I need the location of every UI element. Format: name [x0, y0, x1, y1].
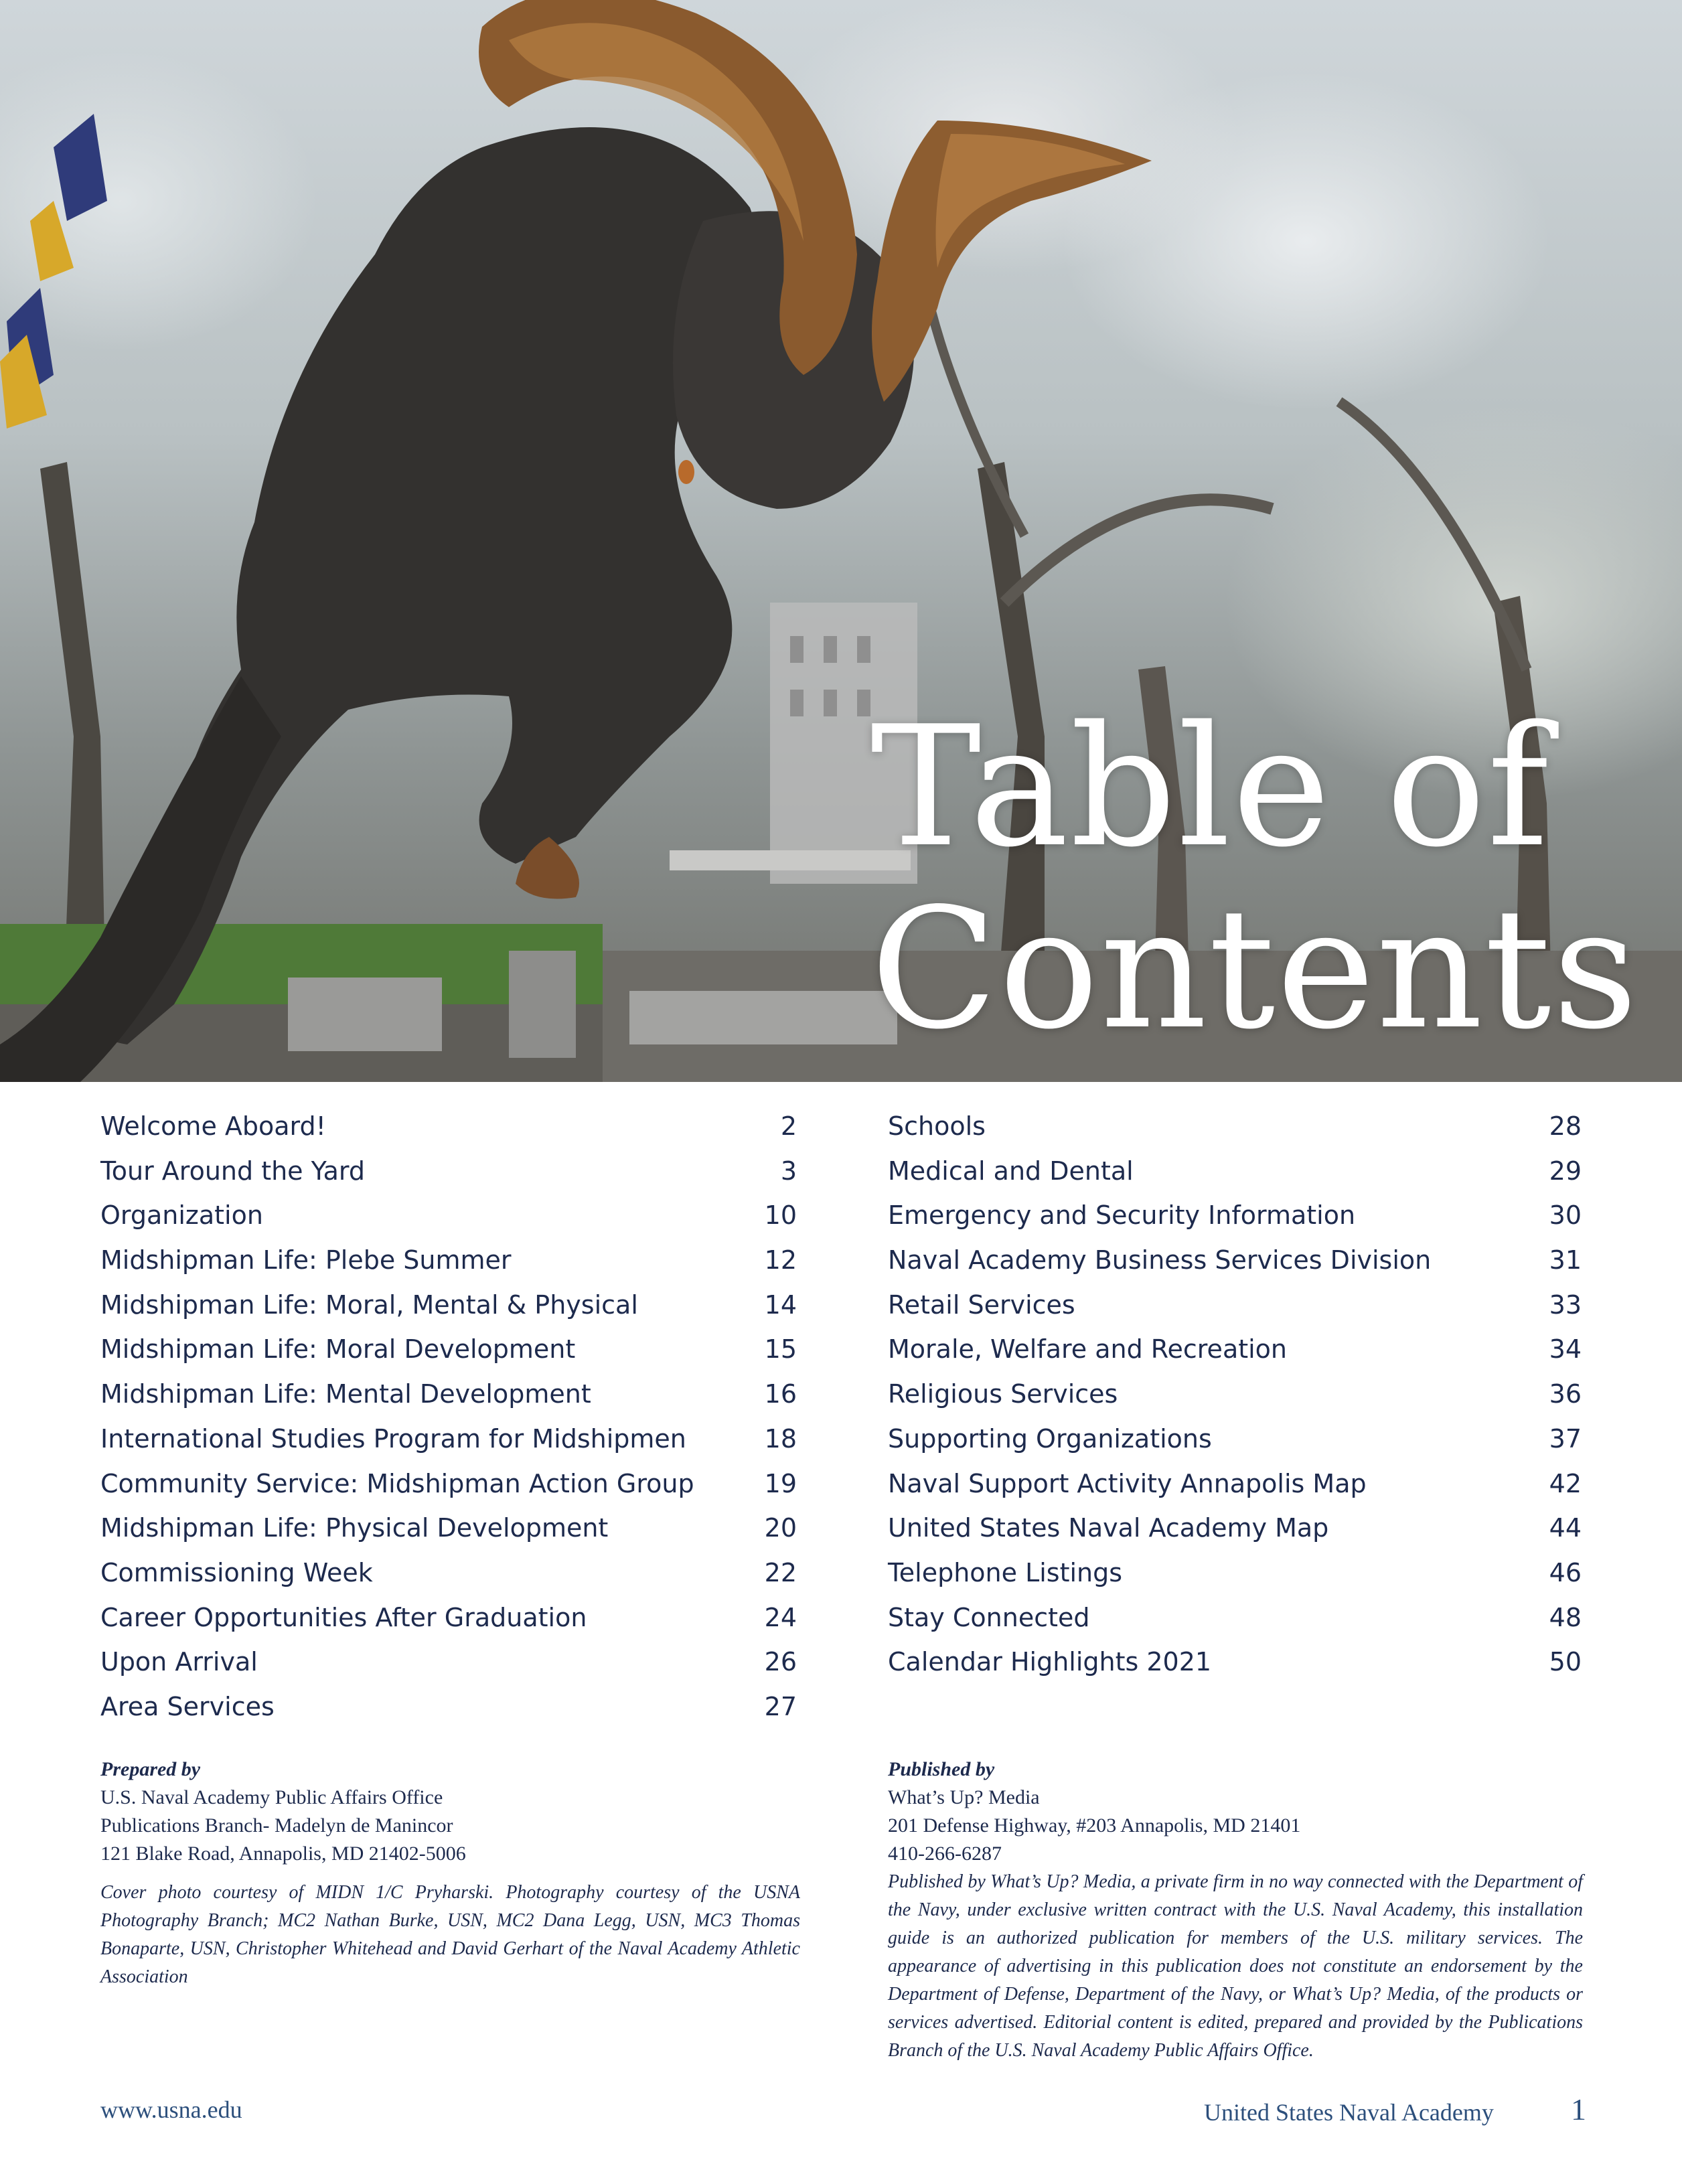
toc-entry[interactable]: [100, 1469, 797, 1514]
title-line-1: Table of: [870, 691, 1550, 884]
toc-entry-title: Naval Support Activity Annapolis Map: [888, 1468, 1367, 1498]
toc-entry-title: Stay Connected: [888, 1602, 1090, 1632]
toc-entry-title: Calendar Highlights 2021: [888, 1647, 1212, 1677]
toc-entry-page: 18: [764, 1423, 797, 1454]
toc-entry[interactable]: [100, 1111, 797, 1156]
toc-left-column: [100, 1111, 797, 1737]
toc-entry-page: 29: [1549, 1156, 1582, 1186]
website-link[interactable]: www.usna.edu: [100, 2096, 242, 2123]
toc-entry-title: Midshipman Life: Moral, Mental & Physical: [100, 1290, 638, 1320]
toc-entry-page: 16: [764, 1379, 797, 1409]
toc-entry-page: 12: [764, 1245, 797, 1275]
toc-entry[interactable]: [100, 1334, 797, 1379]
toc-entry[interactable]: [100, 1156, 797, 1201]
toc-entry-page: 2: [780, 1111, 797, 1141]
toc-entry-title: Religious Services: [888, 1379, 1118, 1409]
toc-entry[interactable]: [100, 1200, 797, 1245]
prepared-by-block: [100, 1756, 800, 1991]
page-number: 1: [1571, 2092, 1586, 2126]
toc-entry[interactable]: [888, 1647, 1582, 1692]
toc-entry[interactable]: [100, 1692, 797, 1737]
toc-entry[interactable]: [100, 1647, 797, 1692]
toc-entry-page: 46: [1549, 1557, 1582, 1587]
toc-entry-title: Emergency and Security Information: [888, 1200, 1356, 1231]
toc-entry[interactable]: [888, 1200, 1582, 1245]
toc-entry-title: Upon Arrival: [100, 1647, 258, 1677]
published-by-block: [888, 1756, 1583, 2065]
prepared-by-line: 121 Blake Road, Annapolis, MD 21402-5006: [100, 1843, 466, 1865]
toc-entry-page: 36: [1549, 1379, 1582, 1409]
toc-entry-title: International Studies Program for Midshipmen: [100, 1423, 686, 1454]
published-by-line: 201 Defense Highway, #203 Annapolis, MD 21401: [888, 1814, 1301, 1837]
toc-entry-title: Organization: [100, 1200, 263, 1231]
toc-entry-title: Supporting Organizations: [888, 1423, 1212, 1454]
toc-right-column: [888, 1111, 1582, 1692]
toc-entry-title: Career Opportunities After Graduation: [100, 1602, 587, 1632]
toc-entry-page: 15: [764, 1334, 797, 1364]
toc-entry[interactable]: [100, 1424, 797, 1469]
toc-entry[interactable]: [888, 1558, 1582, 1603]
published-by-line: 410-266-6287: [888, 1843, 1002, 1865]
toc-entry-title: Schools: [888, 1111, 986, 1141]
toc-entry-title: Midshipman Life: Mental Development: [100, 1379, 591, 1409]
toc-entry[interactable]: [888, 1513, 1582, 1558]
toc-entry-page: 50: [1549, 1647, 1582, 1677]
toc-entry-page: 48: [1549, 1602, 1582, 1632]
toc-entry-page: 26: [764, 1647, 797, 1677]
toc-entry-title: Tour Around the Yard: [100, 1156, 365, 1186]
toc-entry-title: Medical and Dental: [888, 1156, 1134, 1186]
toc-entry[interactable]: [100, 1379, 797, 1424]
toc-entry-page: 31: [1549, 1245, 1582, 1275]
toc-entry-title: Midshipman Life: Plebe Summer: [100, 1245, 512, 1275]
toc-entry-title: Community Service: Midshipman Action Group: [100, 1468, 694, 1498]
toc-entry-title: Midshipman Life: Moral Development: [100, 1334, 576, 1364]
toc-entry[interactable]: [100, 1245, 797, 1290]
toc-entry-page: 24: [764, 1602, 797, 1632]
published-by-heading: Published by: [888, 1758, 995, 1780]
prepared-by-line: Publications Branch- Madelyn de Manincor: [100, 1814, 453, 1837]
toc-entry-page: 3: [780, 1156, 797, 1186]
toc-entry[interactable]: [888, 1469, 1582, 1514]
toc-entry-page: 14: [764, 1290, 797, 1320]
publication-name: United States Naval Academy: [1204, 2099, 1494, 2126]
toc-entry-title: Welcome Aboard!: [100, 1111, 326, 1141]
publisher-disclaimer: Published by What’s Up? Media, a private firm in no way connected with the Department of the Navy, under exclusive written contract with the U.S. Naval Academy, this installation guide is an authorized publication for members of the U.S. military services. The appearance of advertising in this publication does not constitute an endorsement by the Department of Defense, Department of the Navy, or What’s Up? Media, of the products or services advertised. Editorial content is edited, prepared and provided by the Publications Branch of the U.S. Naval Academy Public Affairs Office.: [888, 1871, 1583, 2061]
toc-entry[interactable]: [100, 1558, 797, 1603]
toc-entry-title: Area Services: [100, 1691, 275, 1721]
toc-entry[interactable]: [100, 1603, 797, 1648]
toc-entry[interactable]: [888, 1424, 1582, 1469]
toc-entry[interactable]: [888, 1290, 1582, 1335]
toc-entry[interactable]: [100, 1513, 797, 1558]
toc-entry-page: 10: [764, 1200, 797, 1231]
toc-entry-page: 42: [1549, 1468, 1582, 1498]
toc-entry-page: 30: [1549, 1200, 1582, 1231]
cover-photo: [0, 0, 1682, 1082]
toc-entry-page: 44: [1549, 1513, 1582, 1543]
page-title: [870, 691, 1639, 1066]
toc-entry[interactable]: [888, 1603, 1582, 1648]
toc-entry[interactable]: [888, 1379, 1582, 1424]
toc-entry-title: Retail Services: [888, 1290, 1075, 1320]
title-line-2: Contents: [870, 873, 1639, 1066]
toc-entry-title: Naval Academy Business Services Division: [888, 1245, 1432, 1275]
toc-entry-page: 33: [1549, 1290, 1582, 1320]
toc-entry[interactable]: [888, 1156, 1582, 1201]
toc-entry-page: 37: [1549, 1423, 1582, 1454]
toc-entry[interactable]: [888, 1245, 1582, 1290]
toc-entry-title: United States Naval Academy Map: [888, 1513, 1329, 1543]
toc-entry[interactable]: [888, 1334, 1582, 1379]
toc-entry-page: 22: [764, 1557, 797, 1587]
toc-entry[interactable]: [888, 1111, 1582, 1156]
toc-entry-page: 20: [764, 1513, 797, 1543]
toc-entry-title: Midshipman Life: Physical Development: [100, 1513, 609, 1543]
toc-entry-page: 34: [1549, 1334, 1582, 1364]
toc-entry-page: 27: [764, 1691, 797, 1721]
published-by-line: What’s Up? Media: [888, 1786, 1040, 1808]
prepared-by-heading: Prepared by: [100, 1758, 201, 1780]
toc-entry-title: Telephone Listings: [888, 1557, 1123, 1587]
prepared-by-line: U.S. Naval Academy Public Affairs Office: [100, 1786, 443, 1808]
toc-entry-title: Commissioning Week: [100, 1557, 373, 1587]
toc-entry-page: 19: [764, 1468, 797, 1498]
toc-entry[interactable]: [100, 1290, 797, 1335]
toc-entry-page: 28: [1549, 1111, 1582, 1141]
toc-entry-title: Morale, Welfare and Recreation: [888, 1334, 1288, 1364]
photo-credit-note: Cover photo courtesy of MIDN 1/C Pryharski. Photography courtesy of the USNA Photography Branch; MC2 Nathan Burke, USN, MC2 Dana Legg, USN, MC3 Thomas Bonaparte, USN, Christopher Whitehead and David Gerhart of the Naval Academy Athletic Association: [100, 1882, 800, 1987]
